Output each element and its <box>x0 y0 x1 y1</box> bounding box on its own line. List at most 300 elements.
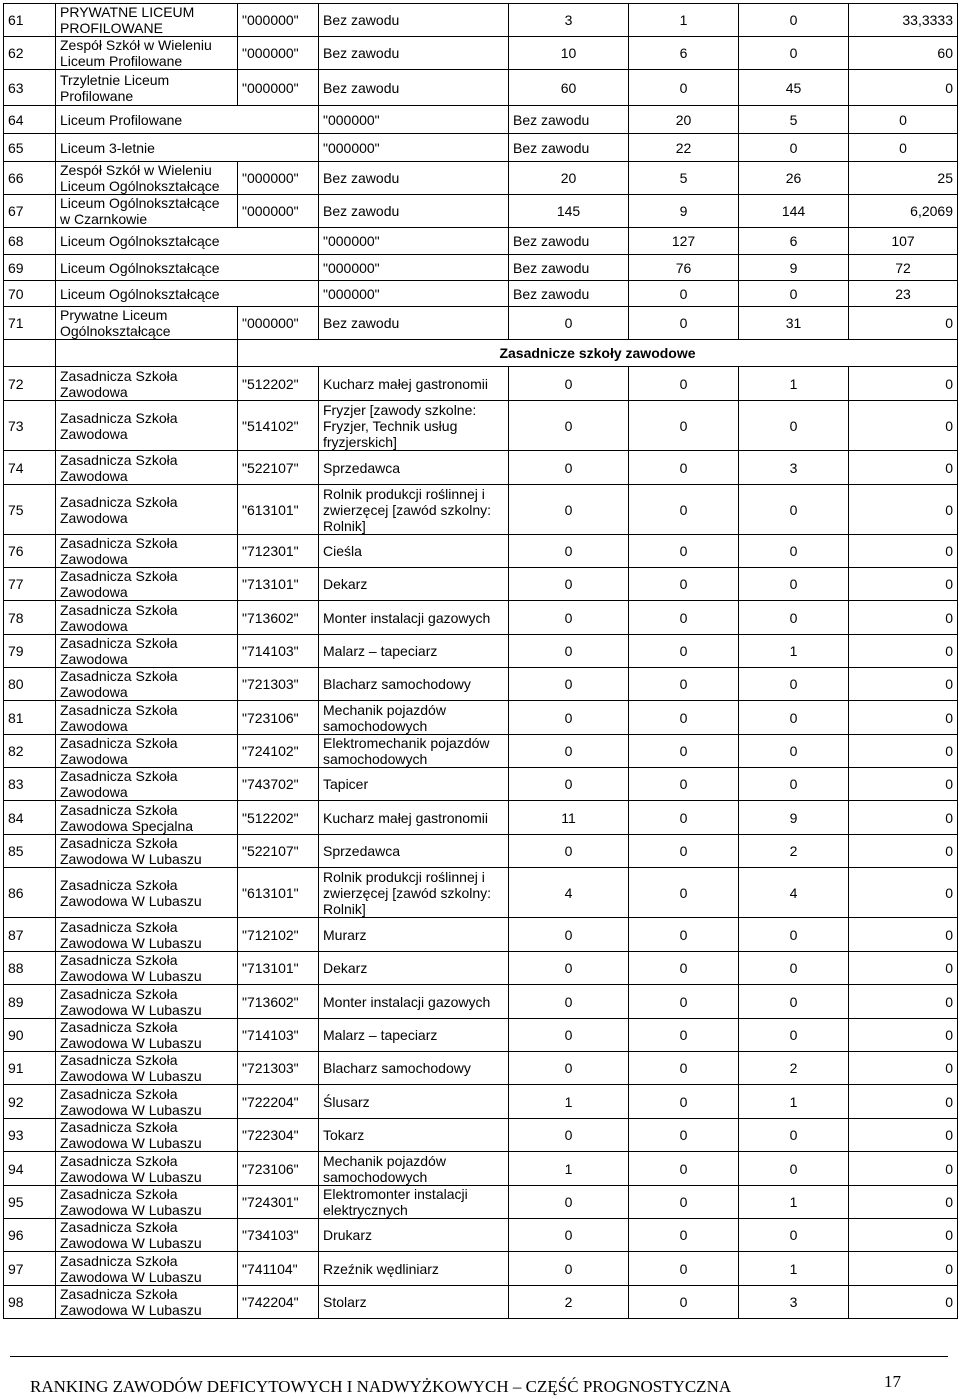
value-2: 0 <box>629 635 739 668</box>
value-1: 0 <box>509 568 629 601</box>
table-row <box>4 485 958 535</box>
value-3: 0 <box>739 535 849 568</box>
value-4: 0 <box>849 801 958 835</box>
value-1: 1 <box>509 1152 629 1186</box>
value-3: 72 <box>849 255 958 281</box>
value-4: 6,2069 <box>849 195 958 228</box>
value-1: 0 <box>509 952 629 985</box>
row-number: 69 <box>4 255 56 281</box>
row-number: 62 <box>4 37 56 70</box>
school-name: Zasadnicza Szkoła Zawodowa W Lubaszu <box>56 868 238 918</box>
profession-code: "000000" <box>319 134 509 162</box>
profession-code: "722304" <box>238 1119 319 1152</box>
profession-name: Blacharz samochodowy <box>319 1052 509 1085</box>
value-4: 0 <box>849 1152 958 1186</box>
value-3: 0 <box>739 1152 849 1186</box>
value-4: 0 <box>849 918 958 952</box>
value-4: 0 <box>849 401 958 451</box>
school-name: Liceum Ogólnokształcące <box>56 228 319 255</box>
row-number: 75 <box>4 485 56 535</box>
school-name: Liceum 3-letnie <box>56 134 319 162</box>
row-number: 91 <box>4 1052 56 1085</box>
profession-code: "714103" <box>238 1019 319 1052</box>
value-2: 0 <box>629 735 739 768</box>
value-1: 10 <box>509 37 629 70</box>
value-1: 0 <box>509 601 629 635</box>
row-number: 85 <box>4 835 56 868</box>
profession-name: Malarz – tapeciarz <box>319 1019 509 1052</box>
value-3: 0 <box>739 401 849 451</box>
value-1: 0 <box>509 1252 629 1286</box>
value-2: 0 <box>629 1219 739 1252</box>
row-number: 63 <box>4 70 56 106</box>
section-header-row <box>4 340 958 367</box>
value-1: 0 <box>509 535 629 568</box>
profession-name: Bez zawodu <box>319 307 509 340</box>
value-2: 0 <box>629 535 739 568</box>
value-1: 0 <box>509 985 629 1019</box>
value-2: 0 <box>629 768 739 801</box>
value-2: 0 <box>629 868 739 918</box>
table-row <box>4 835 958 868</box>
school-name: PRYWATNE LICEUM PROFILOWANE <box>56 4 238 37</box>
school-name: Zasadnicza Szkoła Zawodowa W Lubaszu <box>56 952 238 985</box>
row-number: 61 <box>4 4 56 37</box>
table-row <box>4 801 958 835</box>
row-number: 84 <box>4 801 56 835</box>
school-name: Zasadnicza Szkoła Zawodowa <box>56 701 238 735</box>
value-3: 23 <box>849 281 958 307</box>
profession-code: "721303" <box>238 668 319 701</box>
value-1: 0 <box>509 701 629 735</box>
value-4: 0 <box>849 485 958 535</box>
school-name: Liceum Profilowane <box>56 106 319 134</box>
school-name: Zasadnicza Szkoła Zawodowa Specjalna <box>56 801 238 835</box>
value-3: 1 <box>739 1186 849 1219</box>
profession-name: Rolnik produkcji roślinnej i zwierzęcej [zawód szkolny: Rolnik] <box>319 485 509 535</box>
row-number: 97 <box>4 1252 56 1286</box>
value-3: 26 <box>739 162 849 195</box>
value-1: 0 <box>509 1186 629 1219</box>
table-row <box>4 868 958 918</box>
value-4: 0 <box>849 1085 958 1119</box>
profession-code: "000000" <box>238 37 319 70</box>
profession-code: "512202" <box>238 367 319 401</box>
row-number: 87 <box>4 918 56 952</box>
table-row <box>4 307 958 340</box>
profession-name: Dekarz <box>319 952 509 985</box>
row-number: 79 <box>4 635 56 668</box>
table-row <box>4 255 958 281</box>
value-2: 0 <box>629 1085 739 1119</box>
profession-name: Mechanik pojazdów samochodowych <box>319 1152 509 1186</box>
profession-code: "724301" <box>238 1186 319 1219</box>
profession-code: "742204" <box>238 1286 319 1319</box>
row-number: 77 <box>4 568 56 601</box>
school-name: Zasadnicza Szkoła Zawodowa <box>56 635 238 668</box>
profession-code: "722204" <box>238 1085 319 1119</box>
profession-code: "000000" <box>319 228 509 255</box>
value-1: 0 <box>629 281 739 307</box>
school-name: Zasadnicza Szkoła Zawodowa <box>56 485 238 535</box>
profession-code: "522107" <box>238 835 319 868</box>
value-1: 0 <box>509 1019 629 1052</box>
profession-code: "000000" <box>319 255 509 281</box>
table-row <box>4 735 958 768</box>
section-spacer <box>56 340 238 367</box>
table-row <box>4 1186 958 1219</box>
profession-name: Cieśla <box>319 535 509 568</box>
school-name: Zasadnicza Szkoła Zawodowa <box>56 601 238 635</box>
value-1: 0 <box>509 451 629 485</box>
profession-name: Fryzjer [zawody szkolne: Fryzjer, Technik usług fryzjerskich] <box>319 401 509 451</box>
value-3: 2 <box>739 835 849 868</box>
value-1: 0 <box>509 485 629 535</box>
table-row <box>4 1019 958 1052</box>
value-4: 0 <box>849 952 958 985</box>
row-number: 72 <box>4 367 56 401</box>
value-3: 0 <box>739 668 849 701</box>
profession-name: Bez zawodu <box>319 4 509 37</box>
value-2: 0 <box>629 1019 739 1052</box>
table-row <box>4 568 958 601</box>
table-row <box>4 668 958 701</box>
school-name: Zasadnicza Szkoła Zawodowa W Lubaszu <box>56 1119 238 1152</box>
value-2: 0 <box>629 367 739 401</box>
profession-code: "000000" <box>238 307 319 340</box>
value-1: 0 <box>509 401 629 451</box>
value-2: 0 <box>629 1052 739 1085</box>
value-4: 0 <box>849 568 958 601</box>
value-1: 76 <box>629 255 739 281</box>
value-2: 6 <box>629 37 739 70</box>
profession-name: Tokarz <box>319 1119 509 1152</box>
value-3: 0 <box>739 568 849 601</box>
value-1: 0 <box>509 1119 629 1152</box>
value-1: 0 <box>509 1219 629 1252</box>
school-name: Zasadnicza Szkoła Zawodowa W Lubaszu <box>56 1085 238 1119</box>
profession-name: Stolarz <box>319 1286 509 1319</box>
school-name: Zasadnicza Szkoła Zawodowa <box>56 768 238 801</box>
value-1: 20 <box>629 106 739 134</box>
value-3: 1 <box>739 635 849 668</box>
value-2: 0 <box>739 281 849 307</box>
value-2: 0 <box>629 1252 739 1286</box>
value-2: 0 <box>629 835 739 868</box>
profession-name: Tapicer <box>319 768 509 801</box>
row-number: 86 <box>4 868 56 918</box>
profession-code: "712102" <box>238 918 319 952</box>
profession-name: Rolnik produkcji roślinnej i zwierzęcej [zawód szkolny: Rolnik] <box>319 868 509 918</box>
ranking-table <box>3 3 958 1319</box>
value-4: 0 <box>849 668 958 701</box>
value-1: 3 <box>509 4 629 37</box>
table-row <box>4 367 958 401</box>
profession-name: Blacharz samochodowy <box>319 668 509 701</box>
profession-code: "713101" <box>238 952 319 985</box>
profession-name: Mechanik pojazdów samochodowych <box>319 701 509 735</box>
table-row <box>4 1152 958 1186</box>
value-1: 0 <box>509 918 629 952</box>
row-number: 95 <box>4 1186 56 1219</box>
profession-name: Monter instalacji gazowych <box>319 985 509 1019</box>
profession-name: Rzeźnik wędliniarz <box>319 1252 509 1286</box>
value-2: 0 <box>629 801 739 835</box>
value-4: 0 <box>849 1119 958 1152</box>
profession-code: "724102" <box>238 735 319 768</box>
value-4: 0 <box>849 367 958 401</box>
row-number: 74 <box>4 451 56 485</box>
row-number: 76 <box>4 535 56 568</box>
value-3: 0 <box>739 1119 849 1152</box>
row-number: 65 <box>4 134 56 162</box>
value-1: 127 <box>629 228 739 255</box>
value-3: 0 <box>739 701 849 735</box>
section-header-body <box>4 340 958 367</box>
value-4: 0 <box>849 1186 958 1219</box>
table-row <box>4 535 958 568</box>
row-number: 71 <box>4 307 56 340</box>
value-2: 0 <box>629 985 739 1019</box>
table-row <box>4 162 958 195</box>
value-1: 0 <box>509 635 629 668</box>
value-2: 1 <box>629 4 739 37</box>
school-name: Zasadnicza Szkoła Zawodowa W Lubaszu <box>56 985 238 1019</box>
value-2: 0 <box>629 485 739 535</box>
profession-name: Kucharz małej gastronomii <box>319 367 509 401</box>
table-row <box>4 1286 958 1319</box>
value-3: 0 <box>739 4 849 37</box>
value-1: 4 <box>509 868 629 918</box>
value-4: 0 <box>849 1052 958 1085</box>
value-4: 0 <box>849 601 958 635</box>
value-4: 0 <box>849 451 958 485</box>
value-4: 0 <box>849 307 958 340</box>
table-row <box>4 1085 958 1119</box>
profession-code: "000000" <box>319 281 509 307</box>
school-name: Zasadnicza Szkoła Zawodowa <box>56 668 238 701</box>
value-2: 0 <box>629 701 739 735</box>
value-3: 31 <box>739 307 849 340</box>
value-3: 1 <box>739 367 849 401</box>
value-1: 20 <box>509 162 629 195</box>
value-4: 25 <box>849 162 958 195</box>
value-4: 0 <box>849 635 958 668</box>
school-name: Liceum Ogólnokształcące <box>56 281 319 307</box>
value-4: 0 <box>849 985 958 1019</box>
value-1: 0 <box>509 1052 629 1085</box>
profession-code: "713101" <box>238 568 319 601</box>
value-2: 0 <box>629 1119 739 1152</box>
value-3: 107 <box>849 228 958 255</box>
table-row <box>4 228 958 255</box>
value-3: 3 <box>739 1286 849 1319</box>
value-1: 11 <box>509 801 629 835</box>
row-number: 94 <box>4 1152 56 1186</box>
value-4: 0 <box>849 735 958 768</box>
profession-name: Ślusarz <box>319 1085 509 1119</box>
value-2: 9 <box>629 195 739 228</box>
profession-name: Kucharz małej gastronomii <box>319 801 509 835</box>
footer-divider <box>10 1356 948 1357</box>
profession-name: Elektromonter instalacji elektrycznych <box>319 1186 509 1219</box>
profession-name: Bez zawodu <box>319 37 509 70</box>
value-1: 1 <box>509 1085 629 1119</box>
value-2: 0 <box>629 668 739 701</box>
profession-code: "713602" <box>238 985 319 1019</box>
profession-name: Sprzedawca <box>319 451 509 485</box>
row-number: 80 <box>4 668 56 701</box>
value-3: 0 <box>739 952 849 985</box>
profession-name: Bez zawodu <box>509 134 629 162</box>
value-2: 0 <box>629 1186 739 1219</box>
table-row <box>4 1252 958 1286</box>
school-name: Zasadnicza Szkoła Zawodowa W Lubaszu <box>56 1219 238 1252</box>
row-number: 90 <box>4 1019 56 1052</box>
table-body-bottom <box>4 367 958 1319</box>
row-number: 89 <box>4 985 56 1019</box>
value-3: 0 <box>849 134 958 162</box>
value-3: 144 <box>739 195 849 228</box>
value-3: 45 <box>739 70 849 106</box>
row-number: 66 <box>4 162 56 195</box>
profession-code: "000000" <box>319 106 509 134</box>
value-3: 2 <box>739 1052 849 1085</box>
profession-name: Bez zawodu <box>509 106 629 134</box>
value-4: 0 <box>849 1219 958 1252</box>
school-name: Zespół Szkół w Wieleniu Liceum Profilowane <box>56 37 238 70</box>
value-1: 0 <box>509 367 629 401</box>
school-name: Zasadnicza Szkoła Zawodowa <box>56 568 238 601</box>
value-3: 0 <box>739 768 849 801</box>
row-number: 96 <box>4 1219 56 1252</box>
profession-code: "734103" <box>238 1219 319 1252</box>
school-name: Zasadnicza Szkoła Zawodowa W Lubaszu <box>56 1286 238 1319</box>
school-name: Zasadnicza Szkoła Zawodowa W Lubaszu <box>56 1252 238 1286</box>
value-2: 6 <box>739 228 849 255</box>
table-row <box>4 952 958 985</box>
value-2: 9 <box>739 255 849 281</box>
value-3: 0 <box>739 1219 849 1252</box>
value-3: 0 <box>739 985 849 1019</box>
value-2: 0 <box>629 601 739 635</box>
value-1: 0 <box>509 768 629 801</box>
value-2: 0 <box>739 134 849 162</box>
row-number: 98 <box>4 1286 56 1319</box>
value-2: 0 <box>629 918 739 952</box>
value-2: 0 <box>629 1152 739 1186</box>
row-number: 70 <box>4 281 56 307</box>
section-spacer <box>4 340 56 367</box>
row-number: 81 <box>4 701 56 735</box>
profession-name: Bez zawodu <box>319 70 509 106</box>
section-title: Zasadnicze szkoły zawodowe <box>238 340 958 367</box>
profession-name: Sprzedawca <box>319 835 509 868</box>
table-row <box>4 635 958 668</box>
profession-code: "000000" <box>238 4 319 37</box>
table-row <box>4 134 958 162</box>
value-4: 0 <box>849 768 958 801</box>
row-number: 93 <box>4 1119 56 1152</box>
profession-name: Murarz <box>319 918 509 952</box>
profession-code: "522107" <box>238 451 319 485</box>
value-2: 0 <box>629 401 739 451</box>
school-name: Zasadnicza Szkoła Zawodowa W Lubaszu <box>56 1052 238 1085</box>
value-3: 1 <box>739 1252 849 1286</box>
value-1: 60 <box>509 70 629 106</box>
profession-code: "514102" <box>238 401 319 451</box>
value-3: 9 <box>739 801 849 835</box>
table-row <box>4 1119 958 1152</box>
row-number: 83 <box>4 768 56 801</box>
profession-code: "613101" <box>238 868 319 918</box>
value-3: 4 <box>739 868 849 918</box>
value-1: 2 <box>509 1286 629 1319</box>
table-row <box>4 701 958 735</box>
profession-code: "714103" <box>238 635 319 668</box>
value-4: 0 <box>849 1286 958 1319</box>
value-2: 0 <box>629 70 739 106</box>
value-4: 33,3333 <box>849 4 958 37</box>
table-row <box>4 106 958 134</box>
profession-name: Bez zawodu <box>509 228 629 255</box>
school-name: Zasadnicza Szkoła Zawodowa W Lubaszu <box>56 1019 238 1052</box>
profession-code: "613101" <box>238 485 319 535</box>
profession-code: "721303" <box>238 1052 319 1085</box>
row-number: 78 <box>4 601 56 635</box>
value-2: 0 <box>629 307 739 340</box>
value-1: 22 <box>629 134 739 162</box>
school-name: Zasadnicza Szkoła Zawodowa <box>56 451 238 485</box>
value-2: 0 <box>629 1286 739 1319</box>
school-name: Zespół Szkół w Wieleniu Liceum Ogólnokształcące <box>56 162 238 195</box>
table-row <box>4 768 958 801</box>
profession-code: "000000" <box>238 70 319 106</box>
value-3: 0 <box>739 918 849 952</box>
table-row <box>4 70 958 106</box>
table-row <box>4 601 958 635</box>
table-row <box>4 918 958 952</box>
row-number: 82 <box>4 735 56 768</box>
profession-name: Drukarz <box>319 1219 509 1252</box>
row-number: 92 <box>4 1085 56 1119</box>
value-1: 0 <box>509 668 629 701</box>
table-row <box>4 37 958 70</box>
profession-name: Bez zawodu <box>319 162 509 195</box>
profession-name: Bez zawodu <box>509 281 629 307</box>
value-3: 1 <box>739 1085 849 1119</box>
school-name: Zasadnicza Szkoła Zawodowa W Lubaszu <box>56 918 238 952</box>
table-row <box>4 1052 958 1085</box>
value-1: 145 <box>509 195 629 228</box>
profession-name: Elektromechanik pojazdów samochodowych <box>319 735 509 768</box>
row-number: 68 <box>4 228 56 255</box>
value-4: 0 <box>849 868 958 918</box>
school-name: Liceum Ogólnokształcące <box>56 255 319 281</box>
table-row <box>4 195 958 228</box>
row-number: 67 <box>4 195 56 228</box>
row-number: 73 <box>4 401 56 451</box>
school-name: Zasadnicza Szkoła Zawodowa <box>56 367 238 401</box>
value-3: 0 <box>739 1019 849 1052</box>
profession-code: "512202" <box>238 801 319 835</box>
row-number: 88 <box>4 952 56 985</box>
value-4: 60 <box>849 37 958 70</box>
value-2: 5 <box>739 106 849 134</box>
school-name: Zasadnicza Szkoła Zawodowa <box>56 535 238 568</box>
table-row <box>4 4 958 37</box>
footer-title: RANKING ZAWODÓW DEFICYTOWYCH I NADWYŻKOWYCH – CZĘŚĆ PROGNOSTYCZNA <box>30 1377 732 1396</box>
